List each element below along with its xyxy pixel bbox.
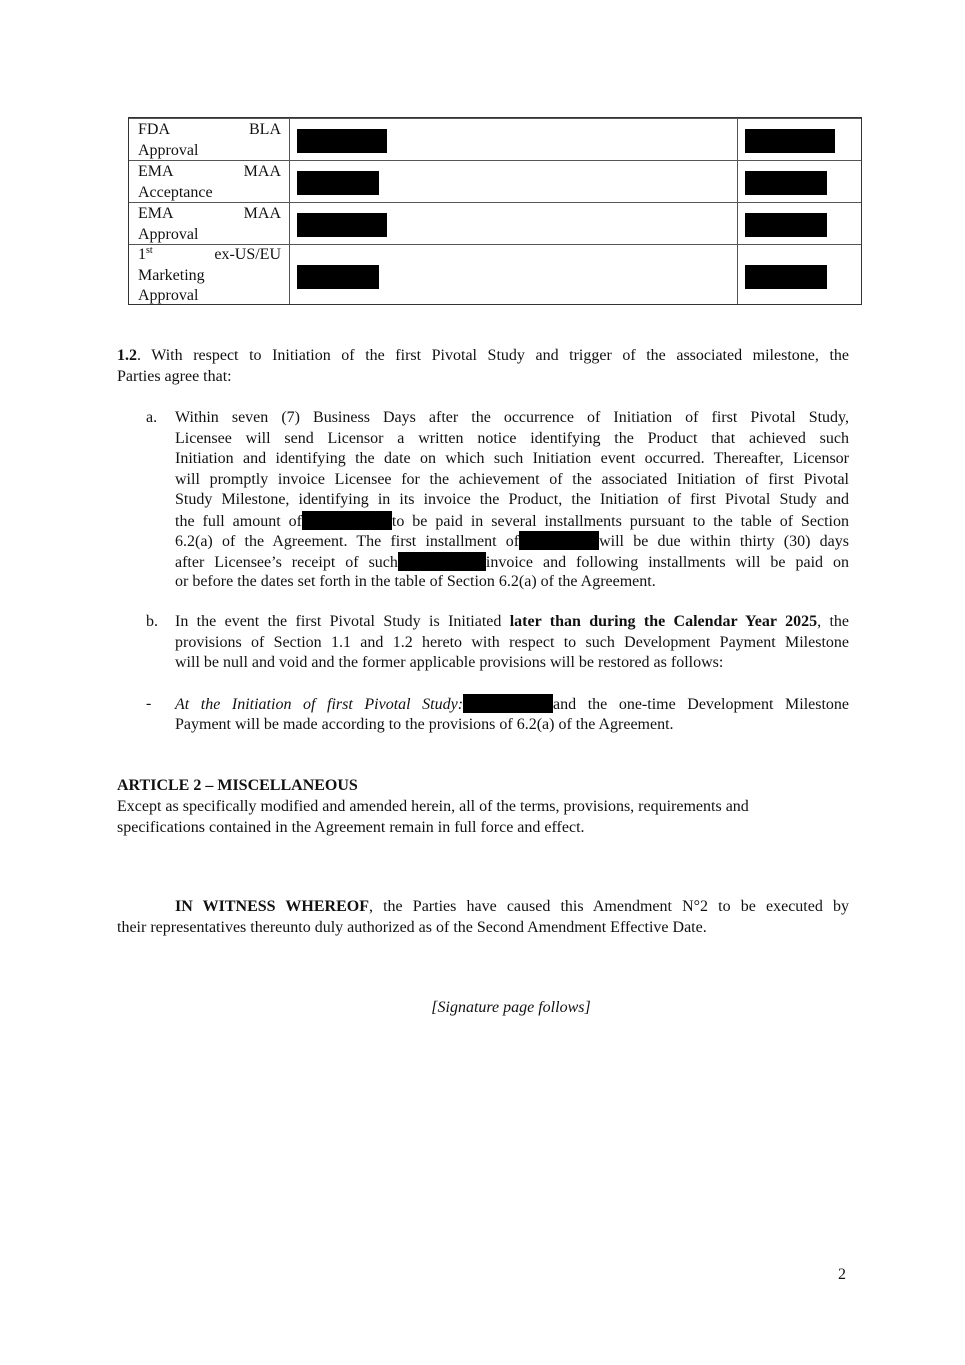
- redacted-block: [297, 171, 379, 195]
- article-2-heading: ARTICLE 2 – MISCELLANEOUS: [117, 777, 358, 794]
- list-marker: b.: [146, 613, 158, 630]
- redacted-amount: [302, 511, 392, 530]
- redacted-block: [745, 213, 827, 237]
- milestone-label: FDA BLA Approval: [138, 121, 281, 159]
- table-row: [129, 244, 861, 305]
- page-number: 2: [838, 1266, 846, 1283]
- redacted-block: [297, 265, 379, 289]
- section-1-2-paragraph: 1.2. With respect to Initiation of the first Pivotal Study and trigger of the associated milestone, the Parties agree that:: [117, 347, 849, 385]
- redacted-block: [745, 171, 827, 195]
- redacted-block: [297, 213, 387, 237]
- section-number: 1.2: [117, 347, 137, 364]
- signature-note: [Signature page follows]: [431, 999, 591, 1016]
- witness-paragraph: IN WITNESS WHEREOF, the Parties have caused this Amendment N°2 to be executed by their representatives thereunto duly authorized as of the Second Amendment Effective Date.: [117, 898, 849, 936]
- redacted-amount: [519, 531, 599, 550]
- milestone-label: EMA MAA Approval: [138, 205, 281, 243]
- article-2-body: Except as specifically modified and amended herein, all of the terms, provisions, requirements and specifications contained in the Agreement remain in full force and effect.: [117, 798, 749, 836]
- milestone-table: [128, 117, 862, 305]
- list-marker: a.: [146, 409, 158, 426]
- redacted-block: [297, 129, 387, 153]
- table-row: [129, 118, 861, 160]
- milestone-label: 1st ex-US/EU Marketing Approval: [138, 245, 281, 304]
- redacted-amount: [463, 694, 553, 713]
- list-item-dash: At the Initiation of first Pivotal Study: and the one-time Development Milestone Payment will be made according to the provisions of 6.2(a) of the Agreement.: [175, 696, 850, 733]
- table-row: [129, 160, 861, 202]
- redacted-block: [745, 129, 835, 153]
- table-row: [129, 202, 861, 244]
- redacted-amount: [398, 552, 486, 571]
- list-item-b: In the event the first Pivotal Study is Initiated later than during the Calendar Year 2025, the provisions of Section 1.1 and 1.2 hereto with respect to such Development Payment Milestone will be null and void and the former applicable provisions will be restored as follows:: [175, 613, 849, 671]
- list-marker: -: [146, 695, 152, 712]
- redacted-block: [745, 265, 827, 289]
- milestone-label: EMA MAA Acceptance: [138, 163, 281, 201]
- list-item-a: Within seven (7) Business Days after the occurrence of Initiation of first Pivotal Study, Licensee will send Licensor a written notice identifying the Product that achieved such Initiation and identifying the date on which such Initiation event occurred. Thereafter, Licensor will promptly invoice Licensee for the achievement of the associated Initiation of first Pivotal Study Milestone, identifying in its invoice the Product, the Initiation of first Pivotal Study and the full amount of to be paid in several installments pursuant to the table of Section 6.2(a) of the Agreement. The first installment of will be due within thirty (30) days after Licensee’s receipt of such invoice and following installments will be paid on or before the dates set forth in the table of Section 6.2(a) of the Agreement.: [175, 409, 849, 590]
